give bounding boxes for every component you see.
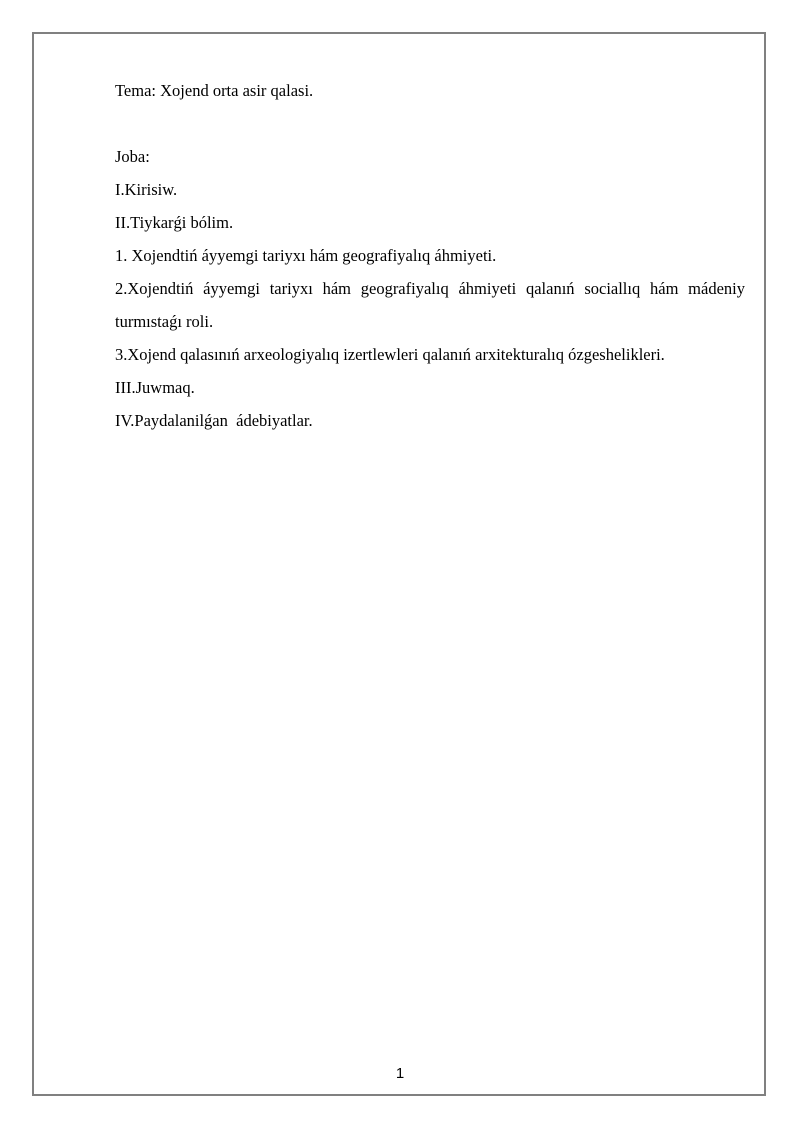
plan-item-conclusion: III.Juwmaq.: [115, 378, 195, 397]
plan-item-2: 2.Xojendtiń áyyemgi tariyxı hám geografiyalıq áhmiyeti qalanıń sociallıq hám mádeniy turmıstaǵı roli.: [115, 279, 745, 331]
plan-item-main-part: II.Tiykarǵi bólim.: [115, 213, 234, 232]
plan-item-references: IV.Paydalanilǵan ádebiyatlar.: [115, 411, 313, 430]
plan-item-1: 1. Xojendtiń áyyemgi tariyxı hám geografiyalıq áhmiyeti.: [115, 246, 497, 265]
plan-heading: Joba:: [115, 147, 150, 166]
plan-item-3: 3.Xojend qalasınıń arxeologiyalıq izertlewleri qalanıń arxitekturalıq ózgeshelikleri.: [115, 345, 665, 364]
blank-line: [115, 107, 745, 140]
topic-line: Tema: Xojend orta asir qalasi.: [115, 81, 314, 100]
plan-item-introduction: I.Kirisiw.: [115, 180, 178, 199]
page-number: 1: [395, 1065, 405, 1082]
document-body: [115, 74, 745, 437]
